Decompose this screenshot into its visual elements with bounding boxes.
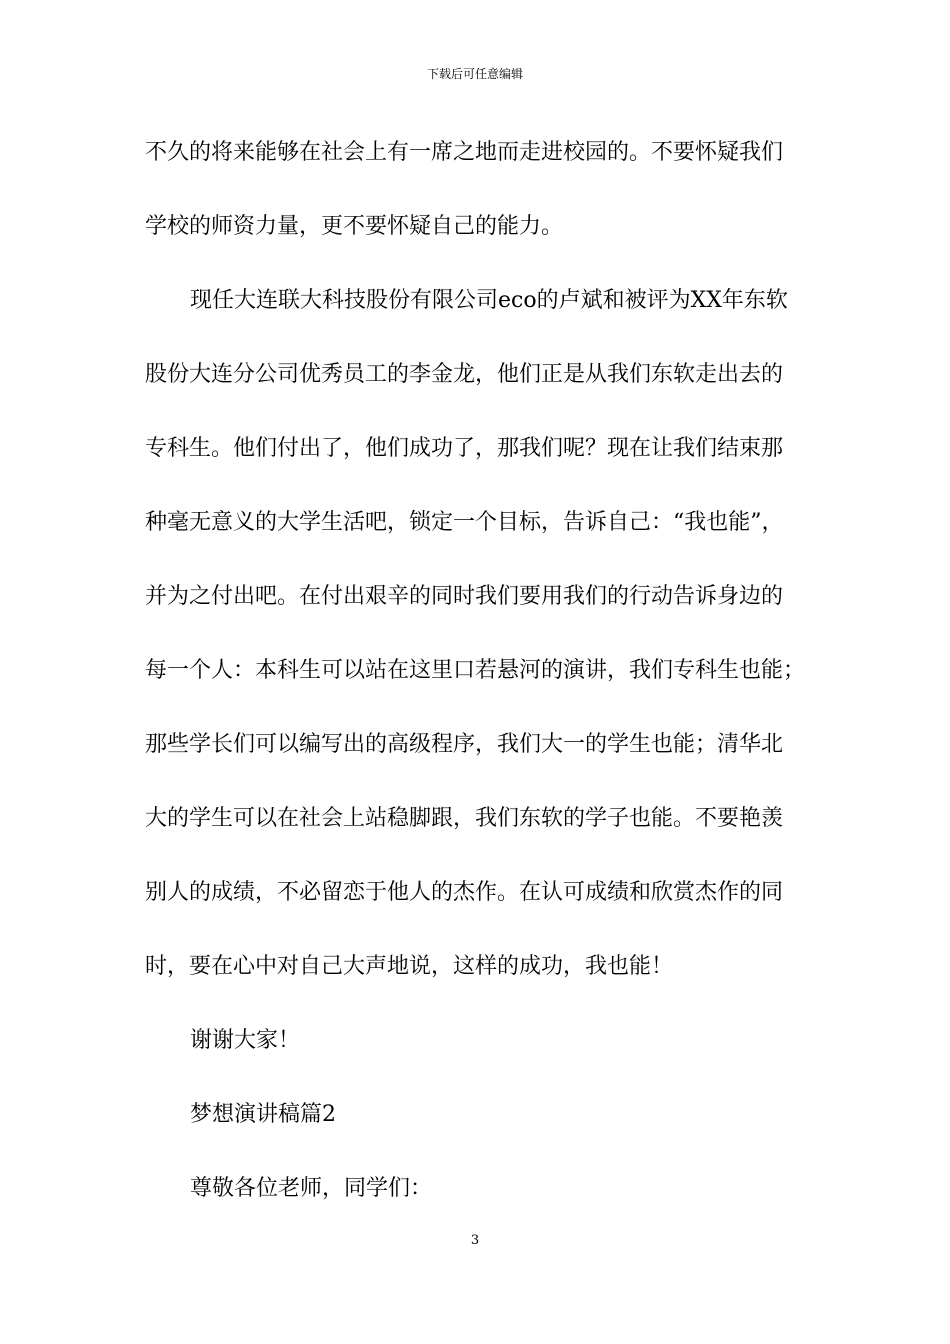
body-line: 并为之付出吧。在付出艰辛的同时我们要用我们的行动告诉身边的 [145,584,784,609]
thanks-line: 谢谢大家！ [190,1028,301,1053]
body-line: 不久的将来能够在社会上有一席之地而走进校园的。不要怀疑我们 [145,140,784,165]
page-header: 下载后可任意编辑 [426,67,523,81]
body-line: 别人的成绩，不必留恋于他人的杰作。在认可成绩和欣赏杰作的同 [145,880,784,905]
paragraph-start-line: 现任大连联大科技股份有限公司eco的卢斌和被评为XX年东软 [190,288,788,313]
body-line: 时，要在心中对自己大声地说，这样的成功，我也能！ [145,954,674,979]
section-title: 梦想演讲稿篇2 [190,1102,336,1127]
body-line: 股份大连分公司优秀员工的李金龙，他们正是从我们东软走出去的 [145,362,784,387]
body-line: 每一个人：本科生可以站在这里口若悬河的演讲，我们专科生也能； [145,658,806,683]
page-number: 3 [470,1233,480,1248]
body-line: 大的学生可以在社会上站稳脚跟，我们东软的学子也能。不要艳羡 [145,806,784,831]
body-line: 学校的师资力量，更不要怀疑自己的能力。 [145,214,564,239]
body-line: 种毫无意义的大学生活吧，锁定一个目标，告诉自己：“我也能”， [145,510,784,535]
body-line: 那些学长们可以编写出的高级程序，我们大一的学生也能；清华北 [145,732,784,757]
body-line: 专科生。他们付出了，他们成功了，那我们呢？现在让我们结束那 [145,436,784,461]
salutation-line: 尊敬各位老师，同学们： [190,1176,433,1201]
